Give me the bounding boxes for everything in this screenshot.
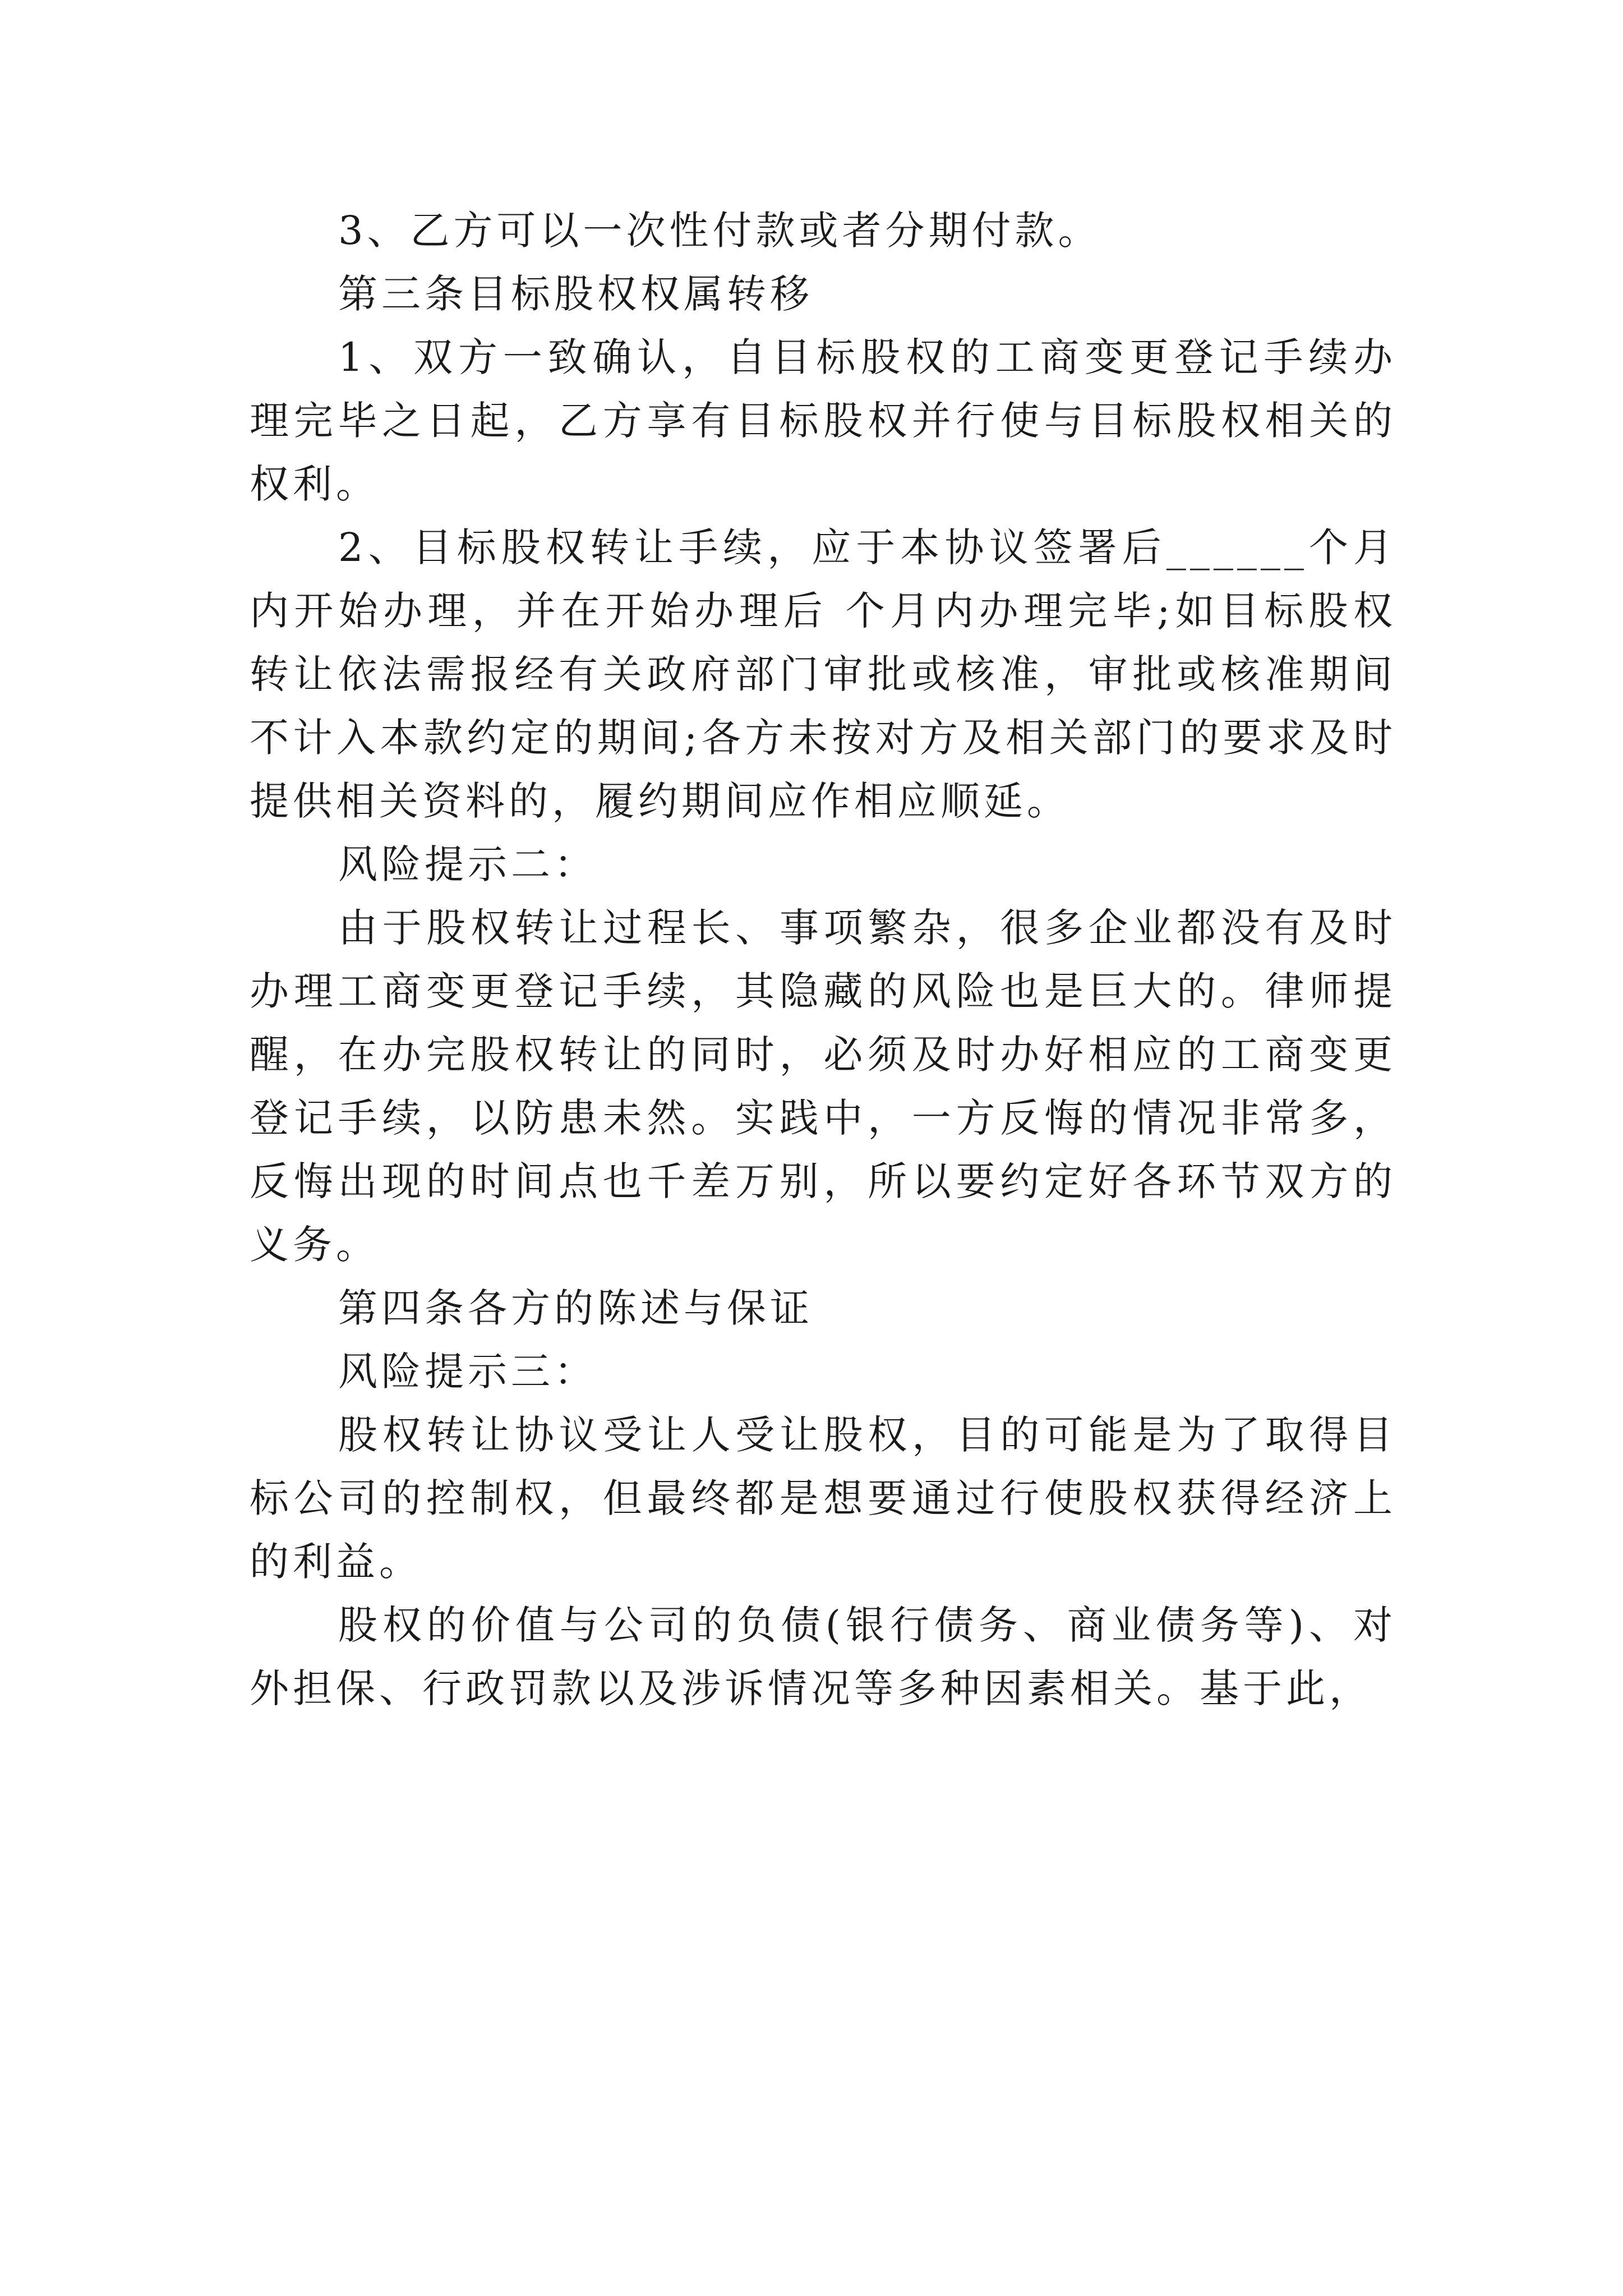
paragraph-transfer-procedures: 2、目标股权转让手续，应于本协议签署后______个月内开始办理，并在开始办理后 个月内办理完毕;如目标股权转让依法需报经有关政府部门审批或核准，审批或核准期间不计入本款约定的期间;各方未按对方及相关部门的要求及时提供相关资料的，履约期间应作相应顺延。 [250,524,1396,824]
paragraph-equity-value: 股权的价值与公司的负债(银行债务、商业债务等)、对外担保、行政罚款以及涉诉情况等多种因素相关。基于此， [250,1602,1396,1711]
risk-note-3-heading: 风险提示三： [338,1349,597,1395]
risk-note-2-heading: 风险提示二： [338,841,597,887]
document-body [250,199,1396,1720]
paragraph-payment-method: 3、乙方可以一次性付款或者分期付款。 [338,208,1101,254]
paragraph-risk-note-3: 股权转让协议受让人受让股权，目的可能是为了取得目标公司的控制权，但最终都是想要通过行使股权获得经济上的利益。 [250,1412,1396,1585]
article-4-heading: 第四条各方的陈述与保证 [338,1285,813,1331]
paragraph-risk-note-2: 由于股权转让过程长、事项繁杂，很多企业都没有及时办理工商变更登记手续，其隐藏的风险也是巨大的。律师提醒，在办完股权转让的同时，必须及时办好相应的工商变更登记手续，以防患未然。实践中，一方反悔的情况非常多，反悔出现的时间点也千差万别，所以要约定好各环节双方的义务。 [250,905,1396,1268]
paragraph-ownership-transfer: 1、双方一致确认，自目标股权的工商变更登记手续办理完毕之日起，乙方享有目标股权并行使与目标股权相关的权利。 [250,334,1396,507]
article-3-heading: 第三条目标股权权属转移 [338,271,813,317]
